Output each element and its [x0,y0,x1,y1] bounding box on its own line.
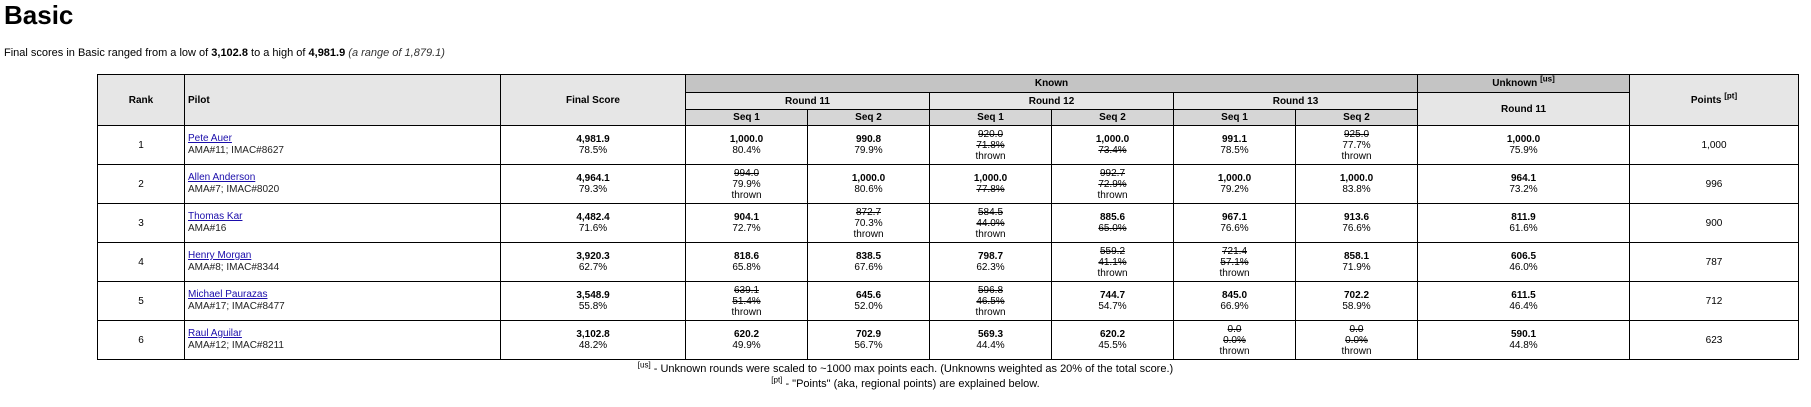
unknown-percent: 44.8% [1509,340,1538,351]
pilot-cell [185,321,501,360]
sequence-score-cell [1296,282,1418,321]
rank-cell: 3 [98,204,185,243]
table-row [98,165,1799,204]
sequence-score-cell [808,204,930,243]
sequence-percent: 83.8% [1342,184,1371,195]
unknown-percent: 61.6% [1509,223,1538,234]
sequence-score-cell [1174,282,1296,321]
sequence-score-cell [686,321,808,360]
summary-prefix: Final scores in Basic ranged from a low of [4,47,212,59]
pilot-ids: AMA#8; IMAC#8344 [188,262,280,273]
sequence-score-cell [686,165,808,204]
sequence-percent: 0.0% [1345,334,1368,346]
sequence-percent: 52.0% [854,301,883,312]
table-row [98,243,1799,282]
sequence-score-cell [808,243,930,282]
rank-cell: 5 [98,282,185,321]
sequence-score: 1,000.0 [1339,173,1374,184]
sequence-score-cell [1052,243,1174,282]
pilot-header: Pilot [185,75,501,126]
pilot-link[interactable]: Pete Auer [188,133,232,144]
unknown-score: 811.9 [1511,212,1536,223]
final-percent: 79.3% [578,184,608,195]
pilot-ids: AMA#16 [188,223,227,234]
sequence-score: 1,000.0 [729,134,764,145]
sequence-percent: 79.9% [732,178,761,190]
sequence-score: 620.2 [733,329,760,340]
sequence-score: 858.1 [1343,251,1370,262]
sequence-percent: 54.7% [1098,301,1127,312]
sequence-score: 1,000.0 [1095,134,1130,145]
pilot-cell [185,165,501,204]
thrown-note: thrown [731,189,762,201]
final-score: 4,981.9 [576,134,610,145]
sequence-score: 798.7 [977,251,1004,262]
sequence-score: 584.5 [977,206,1004,218]
pilot-cell [185,282,501,321]
unknown-score-cell [1418,126,1630,165]
final-score-cell [501,204,686,243]
unknown-percent: 73.2% [1509,184,1538,195]
footnote-mark-pt: [pt] [771,375,783,385]
sequence-score-cell [1174,321,1296,360]
sequence-percent: 49.9% [732,340,761,351]
unknown-score-cell [1418,282,1630,321]
sequence-score: 994.0 [733,167,760,179]
rank-cell: 4 [98,243,185,282]
summary-middle: to a high of [247,47,309,59]
sequence-percent: 71.9% [1342,262,1371,273]
sequence-score: 645.6 [855,290,882,301]
thrown-note: thrown [975,150,1006,162]
sequence-score-cell [808,321,930,360]
sequence-percent: 76.6% [1342,223,1371,234]
sequence-percent: 79.2% [1220,184,1249,195]
sequence-score: 702.9 [855,329,882,340]
known-round-11-header: Round 11 [686,93,930,110]
sequence-score-cell [1052,321,1174,360]
pilot-cell [185,204,501,243]
unknown-score: 590.1 [1511,329,1537,340]
sequence-score-cell [1174,204,1296,243]
points-cell: 996 [1630,165,1799,204]
sequence-score-cell [808,165,930,204]
footnote-text-us: - Unknown rounds were scaled to ~1000 max points each. (Unknowns weighted as 20% of the total score.) [650,363,1174,375]
sequence-score-cell [686,282,808,321]
sequence-score-cell [1052,165,1174,204]
sequence-score: 639.1 [733,284,760,296]
final-score: 3,920.3 [576,251,610,262]
rank-cell: 1 [98,126,185,165]
high-score: 4,981.9 [308,47,346,59]
sequence-percent: 58.9% [1342,301,1371,312]
seq-2-header: Seq 2 [808,110,930,126]
sequence-score-cell [686,126,808,165]
final-score: 3,548.9 [576,290,610,301]
sequence-percent: 77.8% [976,184,1005,195]
sequence-percent: 72.9% [1098,178,1127,190]
sequence-score: 818.6 [733,251,760,262]
sequence-percent: 65.8% [732,262,761,273]
rank-header: Rank [98,75,185,126]
unknown-score-cell [1418,321,1630,360]
sequence-percent: 65.0% [1098,223,1127,234]
pilot-ids: AMA#7; IMAC#8020 [188,184,280,195]
final-score-header: Final Score [501,75,686,126]
sequence-score: 744.7 [1099,290,1126,301]
thrown-note: thrown [1341,345,1372,357]
final-score-cell [501,126,686,165]
pilot-link[interactable]: Allen Anderson [188,172,256,183]
sequence-score: 885.6 [1099,212,1126,223]
thrown-note: thrown [975,228,1006,240]
known-round-12-header: Round 12 [930,93,1174,110]
pilot-link[interactable]: Thomas Kar [188,211,243,222]
rank-cell: 6 [98,321,185,360]
sequence-percent: 46.5% [976,295,1005,307]
unknown-header [1418,75,1630,93]
thrown-note: thrown [1341,150,1372,162]
sequence-score-cell [1052,282,1174,321]
rank-cell: 2 [98,165,185,204]
sequence-score: 569.3 [977,329,1004,340]
seq-1-header: Seq 1 [930,110,1052,126]
sequence-score: 920.0 [977,128,1004,140]
pilot-link[interactable]: Henry Morgan [188,250,252,261]
sequence-percent: 70.3% [854,217,883,229]
seq-2-header: Seq 2 [1296,110,1418,126]
sequence-score-cell [930,243,1052,282]
points-footnote [0,377,1811,391]
sequence-score: 1,000.0 [1217,173,1252,184]
sequence-score-cell [930,321,1052,360]
thrown-note: thrown [853,228,884,240]
pilot-ids: AMA#12; IMAC#8211 [188,340,284,351]
sequence-percent: 45.5% [1098,340,1127,351]
final-percent: 55.8% [578,301,608,312]
points-cell: 900 [1630,204,1799,243]
unknown-score: 611.5 [1511,290,1536,301]
sequence-percent: 0.0% [1223,334,1246,346]
sequence-score: 559.2 [1099,245,1126,257]
final-score: 4,482.4 [576,212,610,223]
final-score-cell [501,243,686,282]
sequence-score-cell [1296,126,1418,165]
sequence-percent: 71.8% [976,139,1005,151]
final-percent: 78.5% [578,145,608,156]
final-percent: 71.6% [578,223,608,234]
sequence-score: 0.0 [1349,323,1364,335]
sequence-score-cell [930,126,1052,165]
range-note: (a range of 1,879.1) [348,47,445,59]
sequence-score-cell [1174,126,1296,165]
sequence-score-cell [1296,165,1418,204]
thrown-note: thrown [1097,267,1128,279]
sequence-score-cell [808,282,930,321]
final-score-cell [501,321,686,360]
points-label: Points [1690,94,1722,106]
sequence-score: 913.6 [1343,212,1370,223]
table-row [98,282,1799,321]
sequence-percent: 66.9% [1220,301,1249,312]
thrown-note: thrown [731,306,762,318]
unknown-score-cell [1418,243,1630,282]
sequence-percent: 57.1% [1220,256,1249,268]
unknown-round-11-header: Round 11 [1418,93,1630,126]
pilot-link[interactable]: Raul Aguilar [188,328,242,339]
points-cell: 787 [1630,243,1799,282]
unknown-percent: 46.0% [1509,262,1538,273]
unknown-score-cell [1418,165,1630,204]
sequence-score-cell [930,204,1052,243]
results-table [97,74,1799,360]
sequence-score: 904.1 [733,212,760,223]
unknown-score-cell [1418,204,1630,243]
table-row [98,126,1799,165]
low-score: 3,102.8 [211,47,248,59]
sequence-score-cell [1052,204,1174,243]
sequence-score-cell [930,165,1052,204]
sequence-score: 596.8 [977,284,1004,296]
final-score-cell [501,165,686,204]
known-round-13-header: Round 13 [1174,93,1418,110]
thrown-note: thrown [1097,189,1128,201]
sequence-score-cell [930,282,1052,321]
sequence-percent: 72.7% [732,223,761,234]
sequence-score: 872.7 [855,206,882,218]
thrown-note: thrown [1219,345,1250,357]
unknown-percent: 46.4% [1509,301,1538,312]
unknown-percent: 75.9% [1509,145,1538,156]
page-title: Basic [4,0,74,30]
sequence-score: 1,000.0 [973,173,1008,184]
sequence-score: 838.5 [855,251,882,262]
known-header: Known [686,75,1418,93]
unknown-footnote [0,362,1811,376]
footnote-mark-us: [us] [637,360,651,370]
sequence-percent: 56.7% [854,340,883,351]
footnote-text-pt: - "Points" (aka, regional points) are explained below. [782,378,1040,390]
sequence-score-cell [1296,204,1418,243]
final-score: 3,102.8 [576,329,610,340]
sequence-score-cell [686,243,808,282]
results-body [98,126,1799,360]
seq-1-header: Seq 1 [1174,110,1296,126]
pilot-ids: AMA#17; IMAC#8477 [188,301,285,312]
sequence-score: 721.4 [1221,245,1248,257]
pilot-cell [185,243,501,282]
sequence-score: 967.1 [1221,212,1248,223]
sequence-percent: 79.9% [854,145,883,156]
points-footnote-mark: [pt] [1724,91,1738,101]
sequence-score-cell [808,126,930,165]
final-percent: 48.2% [578,340,608,351]
sequence-score-cell [1296,243,1418,282]
sequence-score-cell [1296,321,1418,360]
sequence-score: 620.2 [1099,329,1126,340]
pilot-ids: AMA#11; IMAC#8627 [188,145,284,156]
sequence-score: 1,000.0 [851,173,886,184]
final-score: 4,964.1 [576,173,610,184]
unknown-score: 606.5 [1511,251,1537,262]
seq-1-header: Seq 1 [686,110,808,126]
sequence-percent: 44.4% [976,340,1005,351]
thrown-note: thrown [1219,267,1250,279]
sequence-percent: 62.3% [976,262,1005,273]
points-cell: 623 [1630,321,1799,360]
table-row [98,204,1799,243]
seq-2-header: Seq 2 [1052,110,1174,126]
sequence-score-cell [1174,165,1296,204]
pilot-cell [185,126,501,165]
sequence-score-cell [686,204,808,243]
sequence-score: 992.7 [1099,167,1126,179]
pilot-link[interactable]: Michael Paurazas [188,289,268,300]
sequence-percent: 51.4% [732,295,761,307]
unknown-footnote-mark: [us] [1540,74,1555,84]
points-header [1630,75,1799,126]
sequence-score: 990.8 [855,134,882,145]
unknown-label: Unknown [1492,78,1538,89]
sequence-percent: 77.7% [1342,139,1371,151]
sequence-percent: 41.1% [1098,256,1127,268]
points-cell: 1,000 [1630,126,1799,165]
sequence-percent: 67.6% [854,262,883,273]
final-percent: 62.7% [578,262,608,273]
sequence-score: 702.2 [1343,290,1370,301]
sequence-score: 925.0 [1343,128,1370,140]
sequence-score: 0.0 [1227,323,1242,335]
sequence-percent: 80.4% [732,145,761,156]
sequence-percent: 80.6% [854,184,883,195]
sequence-score: 845.0 [1221,290,1248,301]
final-score-cell [501,282,686,321]
sequence-percent: 73.4% [1098,145,1127,156]
sequence-percent: 76.6% [1220,223,1249,234]
points-cell: 712 [1630,282,1799,321]
score-range-summary [4,46,445,60]
unknown-score: 964.1 [1511,173,1537,184]
sequence-score: 991.1 [1221,134,1248,145]
sequence-percent: 78.5% [1220,145,1249,156]
sequence-score-cell [1174,243,1296,282]
thrown-note: thrown [975,306,1006,318]
sequence-percent: 44.0% [976,217,1005,229]
table-row [98,321,1799,360]
unknown-score: 1,000.0 [1506,134,1541,145]
sequence-score-cell [1052,126,1174,165]
